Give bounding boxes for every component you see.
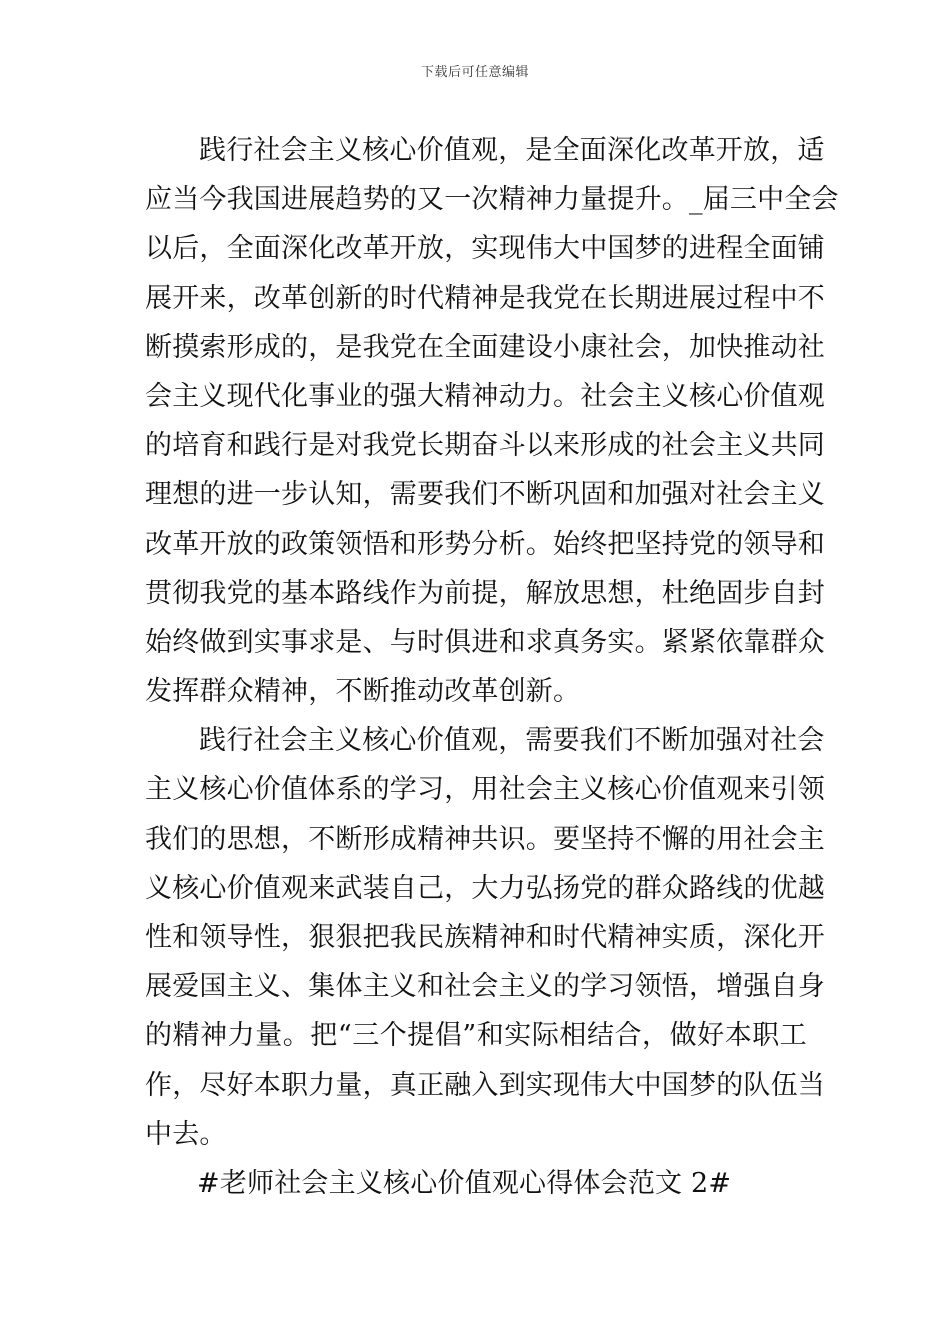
paragraph-line: 展开来，改革创新的时代精神是我党在长期进展过程中不 — [145, 282, 825, 314]
paragraph-line: 以后，全面深化改革开放，实现伟大中国梦的进程全面铺 — [145, 233, 825, 265]
paragraph-2 — [145, 716, 825, 1159]
paragraph-line: 作，尽好本职力量，真正融入到实现伟大中国梦的队伍当 — [145, 1069, 825, 1101]
paragraph-line: 主义核心价值体系的学习，用社会主义核心价值观来引领 — [145, 774, 825, 806]
paragraph-line: 应当今我国进展趋势的又一次精神力量提升。_届三中全会 — [145, 184, 839, 216]
paragraph-line: 践行社会主义核心价值观，需要我们不断加强对社会 — [199, 725, 825, 757]
section-heading: #老师社会主义核心价值观心得体会范文 2# — [197, 1167, 732, 1199]
paragraph-line: 的培育和践行是对我党长期奋斗以来形成的社会主义共同 — [145, 430, 825, 462]
paragraph-line: 性和领导性，狠狠把我民族精神和时代精神实质，深化开 — [145, 922, 825, 953]
paragraph-line: 理想的进一步认知，需要我们不断巩固和加强对社会主义 — [145, 479, 825, 511]
paragraph-line: 发挥群众精神，不断推动改革创新。 — [145, 676, 581, 708]
paragraph-line: 贯彻我党的基本路线作为前提，解放思想，杜绝固步自封 — [145, 577, 825, 609]
paragraph-line: 改革开放的政策领悟和形势分析。始终把坚持党的领导和 — [145, 528, 825, 560]
paragraph-line: 断摸索形成的，是我党在全面建设小康社会，加快推动社 — [145, 331, 825, 363]
paragraph-line: 会主义现代化事业的强大精神动力。社会主义核心价值观 — [145, 380, 825, 412]
document-body — [145, 126, 839, 1208]
paragraph-line: 展爱国主义、集体主义和社会主义的学习领悟，增强自身 — [145, 971, 825, 1003]
paragraph-line: 中去。 — [145, 1118, 227, 1150]
header-note: 下载后可任意编辑 — [420, 65, 529, 80]
paragraph-line: 义核心价值观来武装自己，大力弘扬党的群众路线的优越 — [145, 872, 825, 904]
paragraph-line: 我们的思想，不断形成精神共识。要坚持不懈的用社会主 — [145, 823, 825, 855]
paragraph-line: 践行社会主义核心价值观，是全面深化改革开放，适 — [199, 135, 825, 166]
paragraph-1 — [145, 126, 839, 716]
paragraph-line: 始终做到实事求是、与时俱进和求真务实。紧紧依靠群众 — [145, 626, 825, 658]
paragraph-line: 的精神力量。把“三个提倡”和实际相结合，做好本职工 — [145, 1020, 807, 1052]
